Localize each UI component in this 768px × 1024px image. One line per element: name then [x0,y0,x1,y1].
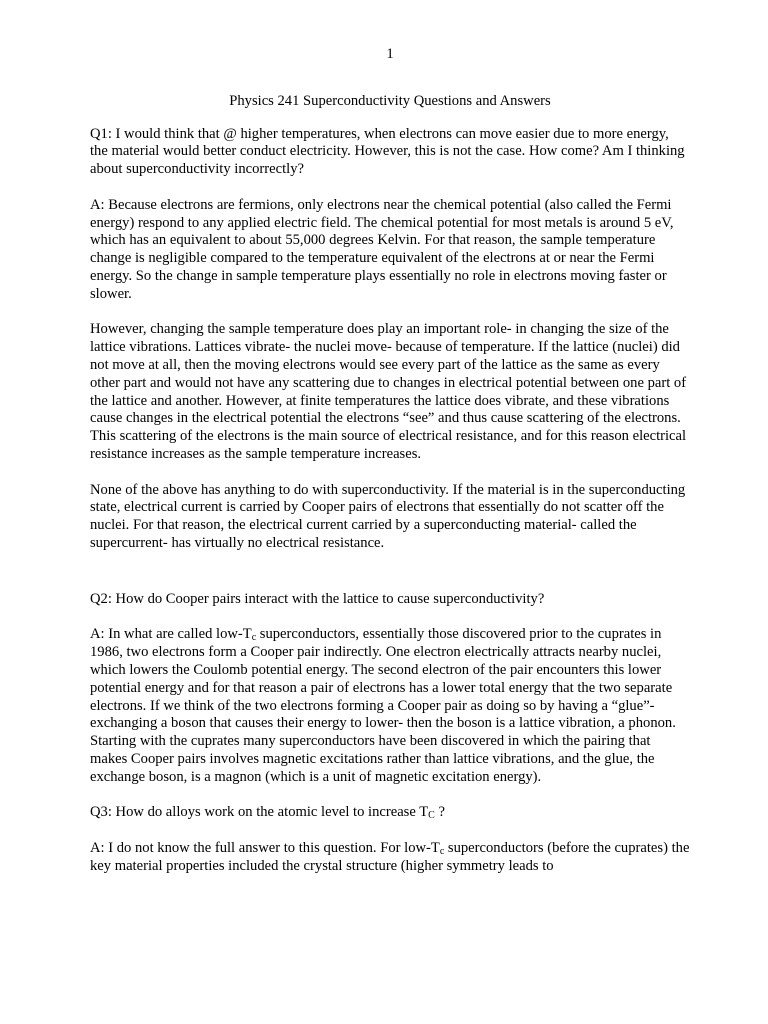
q1-answer-paragraph-1: A: Because electrons are fermions, only electrons near the chemical potential (also called the Fermi energy) respond to any applied electric field. The chemical potential for most metals is around 5 eV, which has an equivalent to about 55,000 degrees Kelvin. For that reason, the sample temperature change is negligible compared to the temperature equivalent of the electrons at or near the Fermi energy. So the change in sample temperature plays essentially no role in electrons moving faster or slower. [90,196,674,302]
q3-question-subscript: C [428,810,435,822]
q3-answer-subscript: c [439,845,445,857]
q2-answer-prefix: A: In what are called low-T [90,626,252,643]
document-title: Physics 241 Superconductivity Questions and Answers [229,92,551,109]
q3-answer-prefix: A: I do not know the full answer to this question. For low-T [90,839,440,856]
q3-answer-body: superconductors (before the cuprates) the key material properties included the crystal structure (higher symmetry leads to [90,839,690,874]
q2-answer [90,626,690,786]
q3-question-suffix: ? [434,804,445,821]
q2-question: Q2: How do Cooper pairs interact with the lattice to cause superconductivity? [90,590,545,607]
page-number: 1 [386,46,394,62]
q3-question-prefix: Q3: How do alloys work on the atomic level to increase T [90,804,429,821]
q2-answer-body: superconductors, essentially those discovered prior to the cuprates in 1986, two electrons form a Cooper pair indirectly. One electron electrically attracts nearby nuclei, which lowers the Coulomb potential energy. The second electron of the pair encounters this lower potential energy and for that reason a pair of electrons has a lower total energy that the two separate electrons. If we think of the two electrons forming a Cooper pair as doing so by having a “glue”- exchanging a boson that causes their energy to lower- then the boson is a lattice vibration, a phonon. Starting with the cuprates many superconductors have been discovered in which the pairing that makes Cooper pairs involves magnetic excitations rather than lattice vibrations, and the glue, the exchange boson, is a magnon (which is a unit of magnetic excitation energy). [90,626,676,785]
document-page [90,46,690,893]
q1-question: Q1: I would think that @ higher temperatures, when electrons can move easier due to more energy, the material would better conduct electricity. However, this is not the case. How come? Am I thinking about superconductivity incorrectly? [90,125,685,178]
q3-question [90,804,690,822]
q3-answer [90,840,690,876]
q1-answer-paragraph-2: However, changing the sample temperature does play an important role- in changing the size of the lattice vibrations. Lattices vibrate- the nuclei move- because of temperature. If the lattice (nuclei) did not move at all, then the moving electrons would see every part of the lattice as the same as every other part and would not have any scattering due to changes in electrical potential between one part of the lattice and another. However, at finite temperatures the lattice does vibrate, and these vibrations cause changes in the electrical potential the electrons “see” and thus cause scattering of the electrons. This scattering of the electrons is the main source of electrical resistance, and for this reason electrical resistance increases as the sample temperature increases. [90,321,687,462]
q2-answer-subscript: c [251,632,257,644]
q1-answer-paragraph-3: None of the above has anything to do with superconductivity. If the material is in the superconducting state, electrical current is carried by Cooper pairs of electrons that essentially do not scatter off the nuclei. For that reason, the electrical current carried by a superconducting material- called the supercurrent- has virtually no electrical resistance. [90,481,686,551]
